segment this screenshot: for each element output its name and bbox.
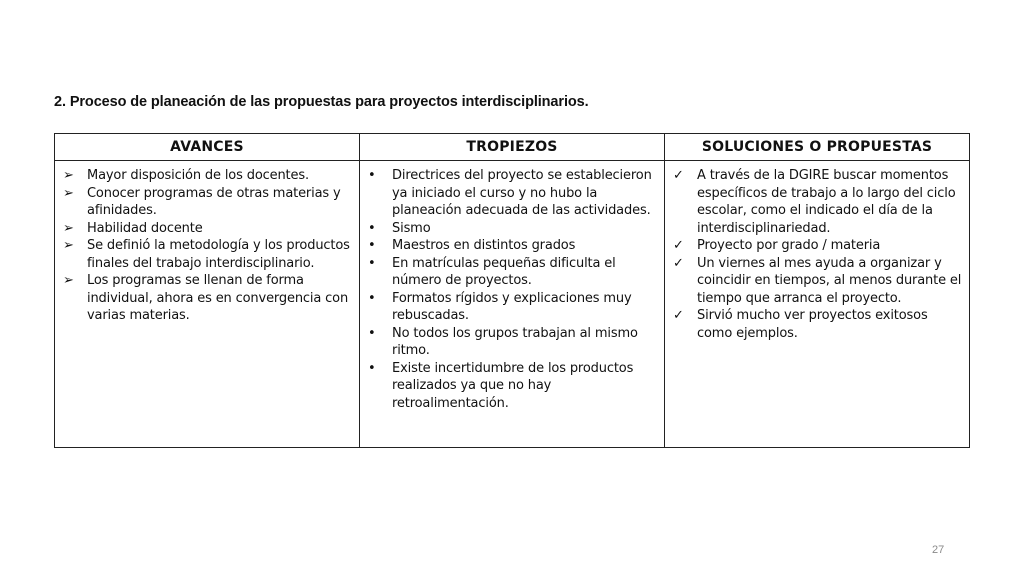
list-item-text: Sismo [392, 220, 431, 236]
list-item-text: No todos los grupos trabajan al mismo ritmo. [392, 325, 638, 358]
checkmark-icon: ✓ [673, 308, 684, 323]
list-item [673, 237, 963, 255]
list-item [673, 307, 963, 342]
list-item-text: Maestros en distintos grados [392, 238, 576, 253]
cell-soluciones [665, 161, 970, 448]
avances-list [63, 167, 353, 325]
arrowhead-bullet-icon: ➢ [63, 168, 74, 183]
list-item-text: Los programas se llenan de forma individual, ahora es en convergencia con varias materias. [87, 273, 349, 323]
list-item [673, 255, 963, 308]
dot-bullet-icon: • [368, 325, 376, 341]
cell-tropiezos [360, 161, 665, 448]
list-item [63, 220, 353, 238]
list-item-text: Formatos rígidos y explicaciones muy rebuscadas. [392, 290, 632, 323]
arrowhead-bullet-icon: ➢ [63, 185, 74, 201]
planning-table [54, 133, 970, 448]
list-item-text: A través de la DGIRE buscar momentos específicos de trabajo a lo largo del ciclo escolar, como el indicado el día de la interdisciplinariedad. [697, 168, 956, 236]
dot-bullet-icon: • [368, 220, 376, 236]
list-item-text: Conocer programas de otras materias y afinidades. [87, 185, 341, 218]
list-item-text: Existe incertidumbre de los productos realizados ya que no hay retroalimentación. [392, 360, 634, 411]
arrowhead-bullet-icon: ➢ [63, 238, 74, 253]
checkmark-icon: ✓ [673, 255, 684, 271]
list-item-text: Proyecto por grado / materia [697, 238, 881, 253]
list-item-text: En matrículas pequeñas dificulta el número de proyectos. [392, 255, 616, 288]
header-tropiezos: TROPIEZOS [360, 134, 665, 161]
dot-bullet-icon: • [368, 168, 376, 183]
header-soluciones: SOLUCIONES O PROPUESTAS [665, 134, 970, 161]
list-item-text: Sirvió mucho ver proyectos exitosos como ejemplos. [697, 308, 928, 341]
page-number: 27 [932, 544, 945, 556]
checkmark-icon: ✓ [673, 238, 684, 253]
list-item [368, 325, 658, 360]
section-title: 2. Proceso de planeación de las propuestas para proyectos interdisciplinarios. [54, 94, 589, 110]
arrowhead-bullet-icon: ➢ [63, 273, 74, 288]
list-item [63, 167, 353, 185]
dot-bullet-icon: • [368, 238, 376, 253]
cell-avances [55, 161, 360, 448]
tropiezos-list [368, 167, 658, 412]
list-item-text: Un viernes al mes ayuda a organizar y coincidir en tiempos, al menos durante el tiempo que arranca el proyecto. [697, 255, 962, 306]
arrowhead-bullet-icon: ➢ [63, 220, 74, 236]
list-item [368, 360, 658, 413]
list-item [368, 290, 658, 325]
list-item [63, 272, 353, 325]
dot-bullet-icon: • [368, 290, 376, 306]
dot-bullet-icon: • [368, 255, 376, 271]
list-item [368, 255, 658, 290]
list-item [368, 167, 658, 220]
header-avances: AVANCES [55, 134, 360, 161]
checkmark-icon: ✓ [673, 168, 684, 183]
soluciones-list [673, 167, 963, 342]
list-item [368, 220, 658, 238]
list-item [368, 237, 658, 255]
list-item [63, 237, 353, 272]
list-item [673, 167, 963, 237]
list-item-text: Se definió la metodología y los productos finales del trabajo interdisciplinario. [87, 238, 350, 271]
list-item-text: Habilidad docente [87, 220, 203, 236]
list-item [63, 185, 353, 220]
dot-bullet-icon: • [368, 360, 376, 376]
list-item-text: Mayor disposición de los docentes. [87, 168, 309, 183]
list-item-text: Directrices del proyecto se establecieron ya iniciado el curso y no hubo la planeación adecuada de las actividades. [392, 168, 652, 218]
